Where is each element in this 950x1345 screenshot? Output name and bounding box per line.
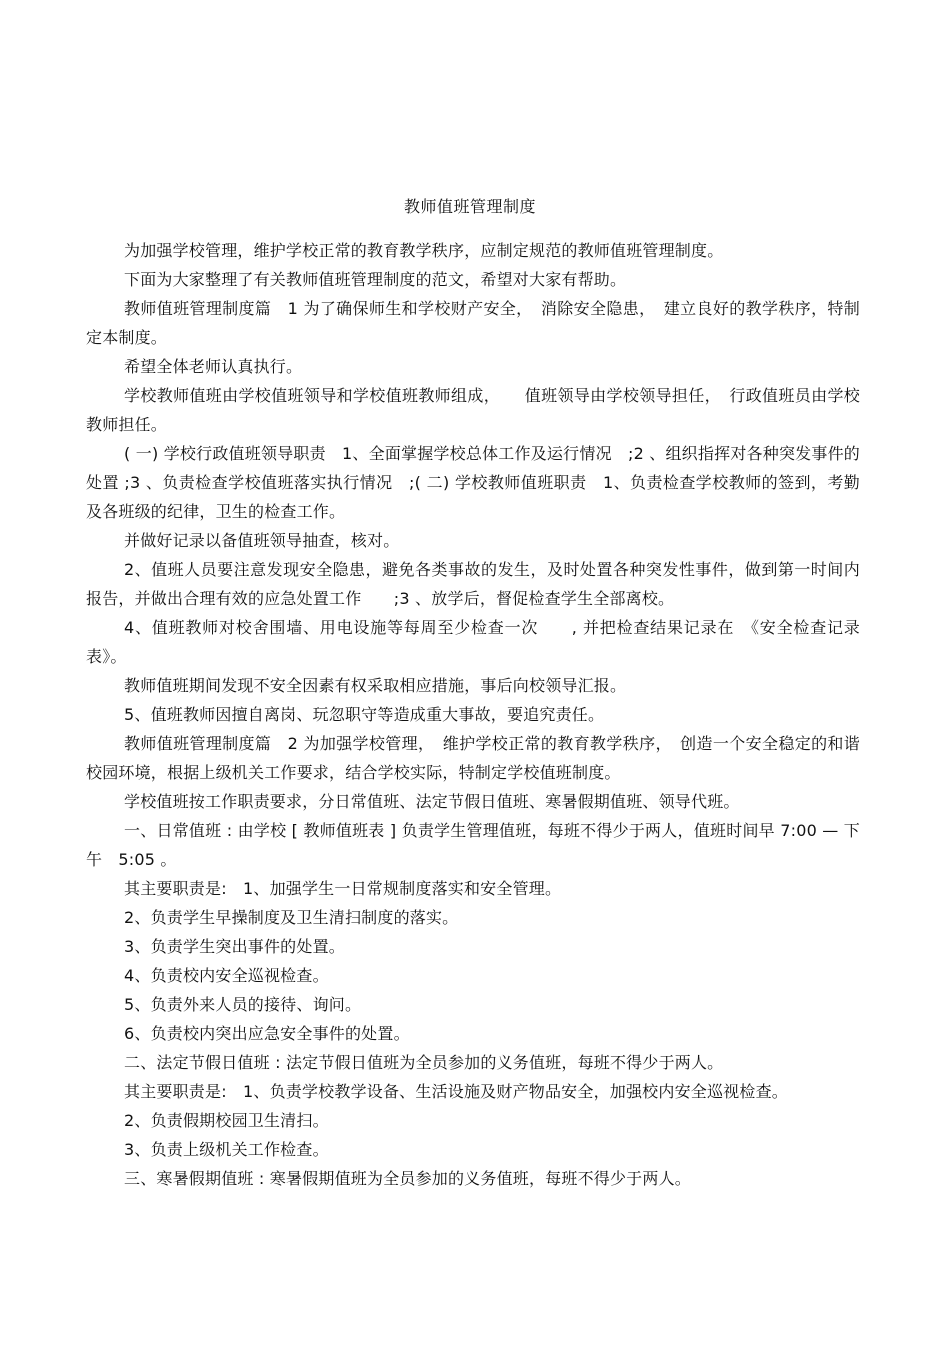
document-title: 教师值班管理制度 bbox=[403, 197, 536, 216]
paragraph: 6、负责校内突出应急安全事件的处置。 bbox=[124, 1024, 410, 1043]
paragraph: 并做好记录以备值班领导抽查，核对。 bbox=[124, 531, 400, 550]
paragraph: 2、值班人员要注意发现安全隐患，避免各类事故的发生，及时处置各种突发性事件，做到第一时间内报告，并做出合理有效的应急处置工作 ;3 、放学后，督促检查学生全部离校。 bbox=[86, 560, 860, 608]
paragraph: 为加强学校管理，维护学校正常的教育教学秩序，应制定规范的教师值班管理制度。 bbox=[124, 241, 724, 260]
paragraph: 4、值班教师对校舍围墙、用电设施等每周至少检查一次 , 并把检查结果记录在 《安全检查记录表》。 bbox=[86, 618, 860, 666]
paragraph: 一、日常值班 : 由学校 [ 教师值班表 ] 负责学生管理值班，每班不得少于两人，值班时间早 7:00 — 下午 5:05 。 bbox=[86, 821, 860, 869]
paragraph: 教师值班期间发现不安全因素有权采取相应措施，事后向校领导汇报。 bbox=[124, 676, 627, 695]
paragraph: 希望全体老师认真执行。 bbox=[124, 357, 303, 376]
paragraph: 2、负责假期校园卫生清扫。 bbox=[124, 1111, 329, 1130]
paragraph: 二、法定节假日值班 : 法定节假日值班为全员参加的义务值班，每班不得少于两人。 bbox=[124, 1053, 724, 1072]
paragraph: 学校值班按工作职责要求，分日常值班、法定节假日值班、寒暑假期值班、领导代班。 bbox=[124, 792, 740, 811]
paragraph: 3、负责上级机关工作检查。 bbox=[124, 1140, 329, 1159]
paragraph: 其主要职责是: 1、加强学生一日常规制度落实和安全管理。 bbox=[124, 879, 562, 898]
paragraph: 下面为大家整理了有关教师值班管理制度的范文，希望对大家有帮助。 bbox=[124, 270, 627, 289]
paragraph: 教师值班管理制度篇 2 为加强学校管理， 维护学校正常的教育教学秩序， 创造一个安全稳定的和谐校园环境，根据上级机关工作要求，结合学校实际，特制定学校值班制度。 bbox=[86, 734, 860, 782]
paragraph: 2、负责学生早操制度及卫生清扫制度的落实。 bbox=[124, 908, 459, 927]
paragraph: 5、负责外来人员的接待、询问。 bbox=[124, 995, 362, 1014]
paragraph: 3、负责学生突出事件的处置。 bbox=[124, 937, 345, 956]
paragraph: 学校教师值班由学校值班领导和学校值班教师组成， 值班领导由学校领导担任， 行政值班员由学校教师担任。 bbox=[86, 386, 860, 434]
paragraph: 4、负责校内安全巡视检查。 bbox=[124, 966, 329, 985]
paragraph: 教师值班管理制度篇 1 为了确保师生和学校财产安全， 消除安全隐患， 建立良好的教学秩序，特制定本制度。 bbox=[86, 299, 860, 347]
paragraph: 三、寒暑假期值班 : 寒暑假期值班为全员参加的义务值班，每班不得少于两人。 bbox=[124, 1169, 691, 1188]
paragraph: 5、值班教师因擅自离岗、玩忽职守等造成重大事故，要追究责任。 bbox=[124, 705, 605, 724]
paragraph: ( 一) 学校行政值班领导职责 1、全面掌握学校总体工作及运行情况 ;2 、组织指挥对各种突发事件的处置 ;3 、负责检查学校值班落实执行情况 ;( 二) 学校教师值班职责 1、负责检查学校教师的签到，考勤及各班级的纪律，卫生的检查工作。 bbox=[86, 444, 860, 521]
document-body bbox=[86, 236, 860, 1193]
paragraph: 其主要职责是: 1、负责学校教学设备、生活设施及财产物品安全，加强校内安全巡视检查。 bbox=[124, 1082, 788, 1101]
